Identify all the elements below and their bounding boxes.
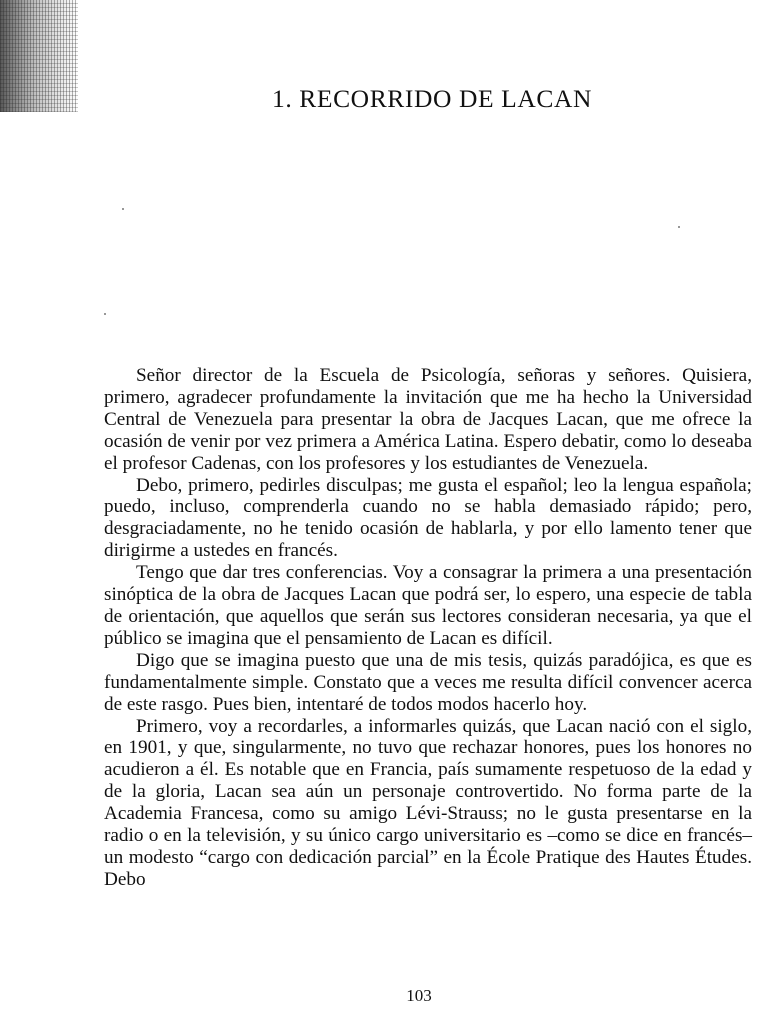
paragraph-3: Tengo que dar tres conferencias. Voy a consagrar la primera a una presentación sinóptica de la obra de Jacques Lacan que podrá ser, lo espero, una especie de tabla de orientación, que aquellos que serán sus lectores consideran necesaria, ya que el público se imagina que el pensamiento de Lacan es difícil. (104, 562, 752, 649)
paragraph-5: Primero, voy a recordarles, a informarles quizás, que Lacan nació con el siglo, en 1901, y que, singularmente, no tuvo que rechazar honores, pues los honores no acudieron a él. Es notable que en Francia, país sumamente respetuoso de la edad y de la gloria, Lacan sea aún un personaje controvertido. No forma parte de la Academia Francesa, como su amigo Lévi-Strauss; no le gusta presentarse en la radio o en la televisión, y su único cargo universitario es –como se dice en francés– un modesto “cargo con dedicación parcial” en la École Pratique des Hautes Études. Debo (104, 715, 752, 890)
paragraph-2: Debo, primero, pedirles disculpas; me gusta el español; leo la lengua española; puedo, incluso, comprenderla cuando no se habla demasiado rápido; pero, desgraciadamente, no he tenido ocasión de hablarla, y por ello lamento tener que dirigirme a ustedes en francés. (104, 474, 752, 562)
scan-speck (122, 208, 124, 210)
paragraph-4: Digo que se imagina puesto que una de mis tesis, quizás paradójica, es que es fundamentalmente simple. Constato que a veces me resulta difícil convencer acerca de este rasgo. Pues bien, intentaré de todos modos hacerlo hoy. (104, 649, 752, 715)
chapter-title: 1. RECORRIDO DE LACAN (271, 84, 593, 113)
page-number: 103 (406, 986, 432, 1005)
paragraph-1: Señor director de la Escuela de Psicología, señoras y señores. Quisiera, primero, agradecer profundamente la invitación que me ha hecho la Universidad Central de Venezuela para presentar la obra de Jacques Lacan, que me ofrece la ocasión de venir por vez primera a América Latina. Espero debatir, como lo deseaba el profesor Cadenas, con los profesores y los estudiantes de Venezuela. (104, 365, 752, 474)
body-text (104, 365, 752, 891)
scan-speck (104, 313, 106, 315)
scan-speck (678, 226, 680, 228)
